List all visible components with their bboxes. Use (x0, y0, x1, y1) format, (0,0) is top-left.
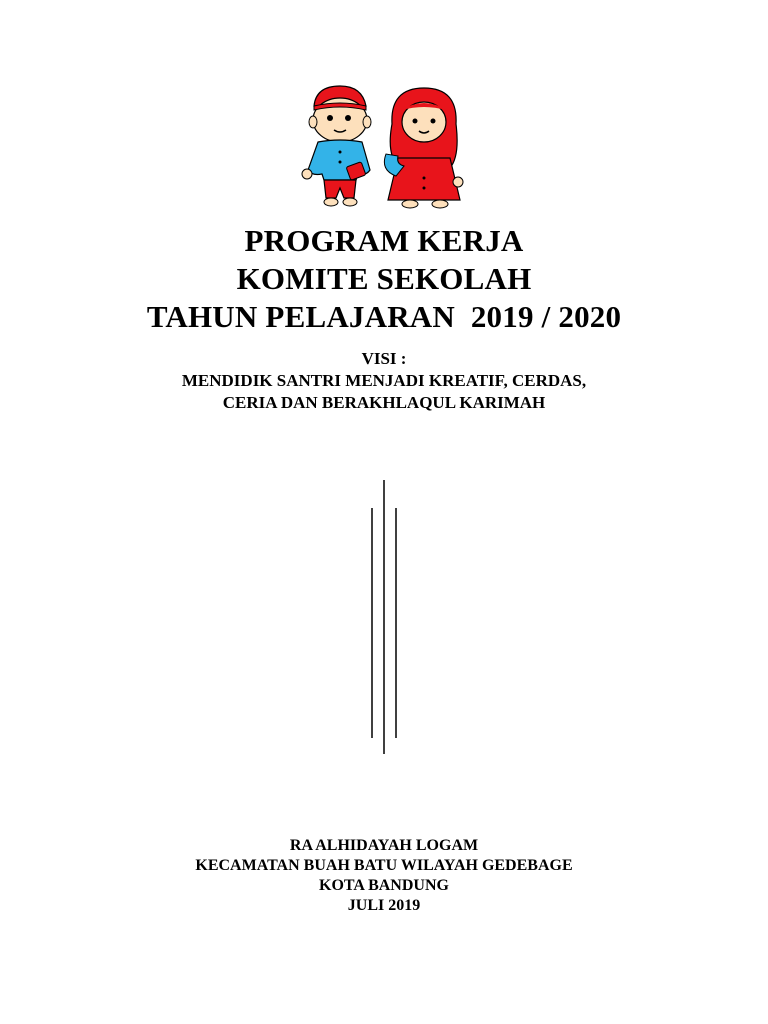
boy-figure (302, 86, 371, 206)
title-line-3: TAHUN PELAJARAN 2019 / 2020 (146, 299, 622, 334)
vertical-lines-ornament (366, 478, 402, 756)
visi-label: VISI : (361, 349, 407, 368)
visi-text-line-1: MENDIDIK SANTRI MENJADI KREATIF, CERDAS, (181, 371, 587, 390)
girl-figure (384, 88, 463, 208)
document-title (0, 222, 768, 336)
title-line-2: KOMITE SEKOLAH (236, 261, 532, 296)
footer-school-name: RA ALHIDAYAH LOGAM (289, 837, 479, 854)
footer-city: KOTA BANDUNG (319, 877, 449, 894)
visi-text-line-2: CERIA DAN BERAKHLAQUL KARIMAH (222, 393, 546, 412)
title-line-1: PROGRAM KERJA (244, 223, 524, 258)
footer-date: JULI 2019 (347, 897, 421, 914)
visi-section (0, 348, 768, 414)
institution-footer (0, 836, 768, 916)
children-illustration (300, 84, 470, 210)
footer-district: KECAMATAN BUAH BATU WILAYAH GEDEBAGE (195, 857, 573, 874)
